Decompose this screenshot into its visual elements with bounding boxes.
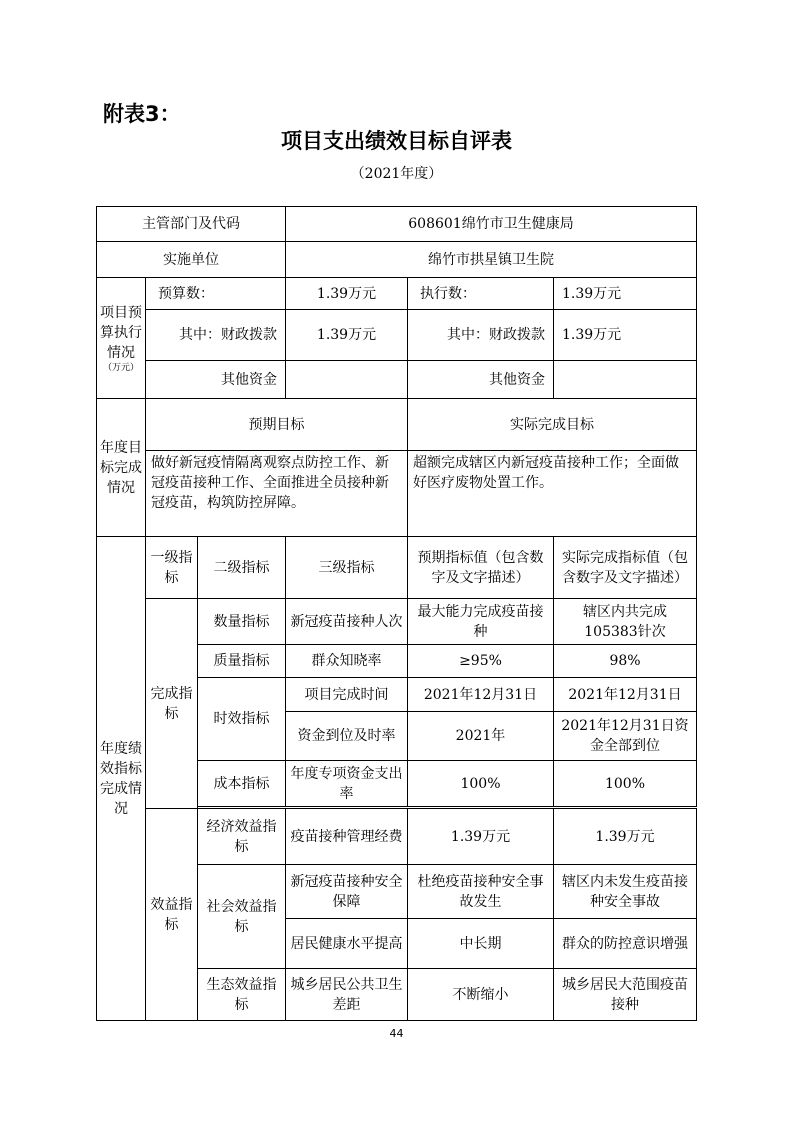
expected-target-header: 预期目标 <box>146 399 408 451</box>
cost-actual: 100% <box>554 761 697 807</box>
page-title: 项目支出绩效目标自评表 <box>281 129 512 153</box>
quantity-expected: 最大能力完成疫苗接种 <box>408 599 554 645</box>
cost-l3: 年度专项资金支出率 <box>286 761 408 807</box>
page-number: 44 <box>389 1027 404 1040</box>
fiscal-exec-label: 其中：财政拨款 <box>408 310 554 361</box>
cost-expected: 100% <box>408 761 554 807</box>
other-funds-exec-label: 其他资金 <box>408 361 554 399</box>
dept-label: 主管部门及代码 <box>97 207 286 242</box>
level1-header: 一级指标 <box>146 537 198 599</box>
report-year: （2021年度） <box>350 166 443 182</box>
ecological-expected: 不断缩小 <box>408 969 554 1021</box>
quantity-actual: 辖区内共完成105383针次 <box>554 599 697 645</box>
timeliness-r2-l3: 资金到位及时率 <box>286 712 408 761</box>
timeliness-r1-expected: 2021年12月31日 <box>408 678 554 712</box>
social-r2-l3: 居民健康水平提高 <box>286 919 408 969</box>
quality-l2: 质量指标 <box>198 645 286 678</box>
row-department <box>97 207 697 242</box>
exec-label: 执行数： <box>408 278 554 310</box>
social-l2: 社会效益指标 <box>198 865 286 969</box>
social-r1-l3: 新冠疫苗接种安全保障 <box>286 865 408 919</box>
ecological-l2: 生态效益指标 <box>198 969 286 1021</box>
fiscal-label: 其中：财政拨款 <box>146 310 286 361</box>
row-fiscal <box>97 310 697 361</box>
budget-value: 1.39万元 <box>286 278 408 310</box>
level3-header: 三级指标 <box>286 537 408 599</box>
timeliness-r1-actual: 2021年12月31日 <box>554 678 697 712</box>
other-funds-budget <box>286 361 408 399</box>
timeliness-r2-expected: 2021年 <box>408 712 554 761</box>
row-budget <box>97 278 697 310</box>
unit-value: 绵竹市拱星镇卫生院 <box>286 242 697 278</box>
actual-target-header: 实际完成目标 <box>408 399 697 451</box>
benefit-indicator-label: 效益指标 <box>146 809 198 1021</box>
quality-l3: 群众知晓率 <box>286 645 408 678</box>
economic-expected: 1.39万元 <box>408 809 554 865</box>
evaluation-table <box>96 206 697 1021</box>
other-funds-exec <box>554 361 697 399</box>
level2-header: 二级指标 <box>198 537 286 599</box>
completion-indicator-label: 完成指标 <box>146 599 198 809</box>
table-row <box>97 599 697 645</box>
ecological-l3: 城乡居民公共卫生差距 <box>286 969 408 1021</box>
timeliness-r2-actual: 2021年12月31日资金全部到位 <box>554 712 697 761</box>
fiscal-budget-value: 1.39万元 <box>286 310 408 361</box>
economic-l2: 经济效益指标 <box>198 809 286 865</box>
quality-expected: ≥95% <box>408 645 554 678</box>
actual-target-text: 超额完成辖区内新冠疫苗接种工作；全面做好医疗废物处置工作。 <box>408 451 697 537</box>
unit-label: 实施单位 <box>97 242 286 278</box>
table-row <box>97 809 697 865</box>
economic-actual: 1.39万元 <box>554 809 697 865</box>
social-r1-actual: 辖区内未发生疫苗接种安全事故 <box>554 865 697 919</box>
dept-value: 608601绵竹市卫生健康局 <box>286 207 697 242</box>
row-annual-content <box>97 451 697 537</box>
annual-section-label: 年度目标完成情况 <box>97 399 146 537</box>
budget-section-label <box>97 278 146 399</box>
appendix-label: 附表3： <box>103 102 181 126</box>
row-annual-headers <box>97 399 697 451</box>
social-r2-actual: 群众的防控意识增强 <box>554 919 697 969</box>
quantity-l3: 新冠疫苗接种人次 <box>286 599 408 645</box>
expected-target-text: 做好新冠疫情隔离观察点防控工作、新冠疫苗接种工作、全面推进全员接种新冠疫苗，构筑防控屏障。 <box>146 451 408 537</box>
budget-section-unit: （万元） <box>102 362 139 373</box>
row-other-funds <box>97 361 697 399</box>
quality-actual: 98% <box>554 645 697 678</box>
indicator-section-label: 年度绩效指标完成情况 <box>97 537 146 1021</box>
budget-label: 预算数： <box>146 278 286 310</box>
timeliness-r1-l3: 项目完成时间 <box>286 678 408 712</box>
timeliness-l2: 时效指标 <box>198 678 286 761</box>
social-r2-expected: 中长期 <box>408 919 554 969</box>
other-funds-label: 其他资金 <box>146 361 286 399</box>
expected-value-header: 预期指标值（包含数字及文字描述） <box>408 537 554 599</box>
row-unit <box>97 242 697 278</box>
economic-l3: 疫苗接种管理经费 <box>286 809 408 865</box>
exec-value: 1.39万元 <box>554 278 697 310</box>
actual-value-header: 实际完成指标值（包含数字及文字描述） <box>554 537 697 599</box>
ecological-actual: 城乡居民大范围疫苗接种 <box>554 969 697 1021</box>
cost-l2: 成本指标 <box>198 761 286 807</box>
fiscal-exec-value: 1.39万元 <box>554 310 697 361</box>
row-indicator-headers <box>97 537 697 599</box>
social-r1-expected: 杜绝疫苗接种安全事故发生 <box>408 865 554 919</box>
budget-section-title: 项目预算执行情况 <box>100 304 142 361</box>
quantity-l2: 数量指标 <box>198 599 286 645</box>
